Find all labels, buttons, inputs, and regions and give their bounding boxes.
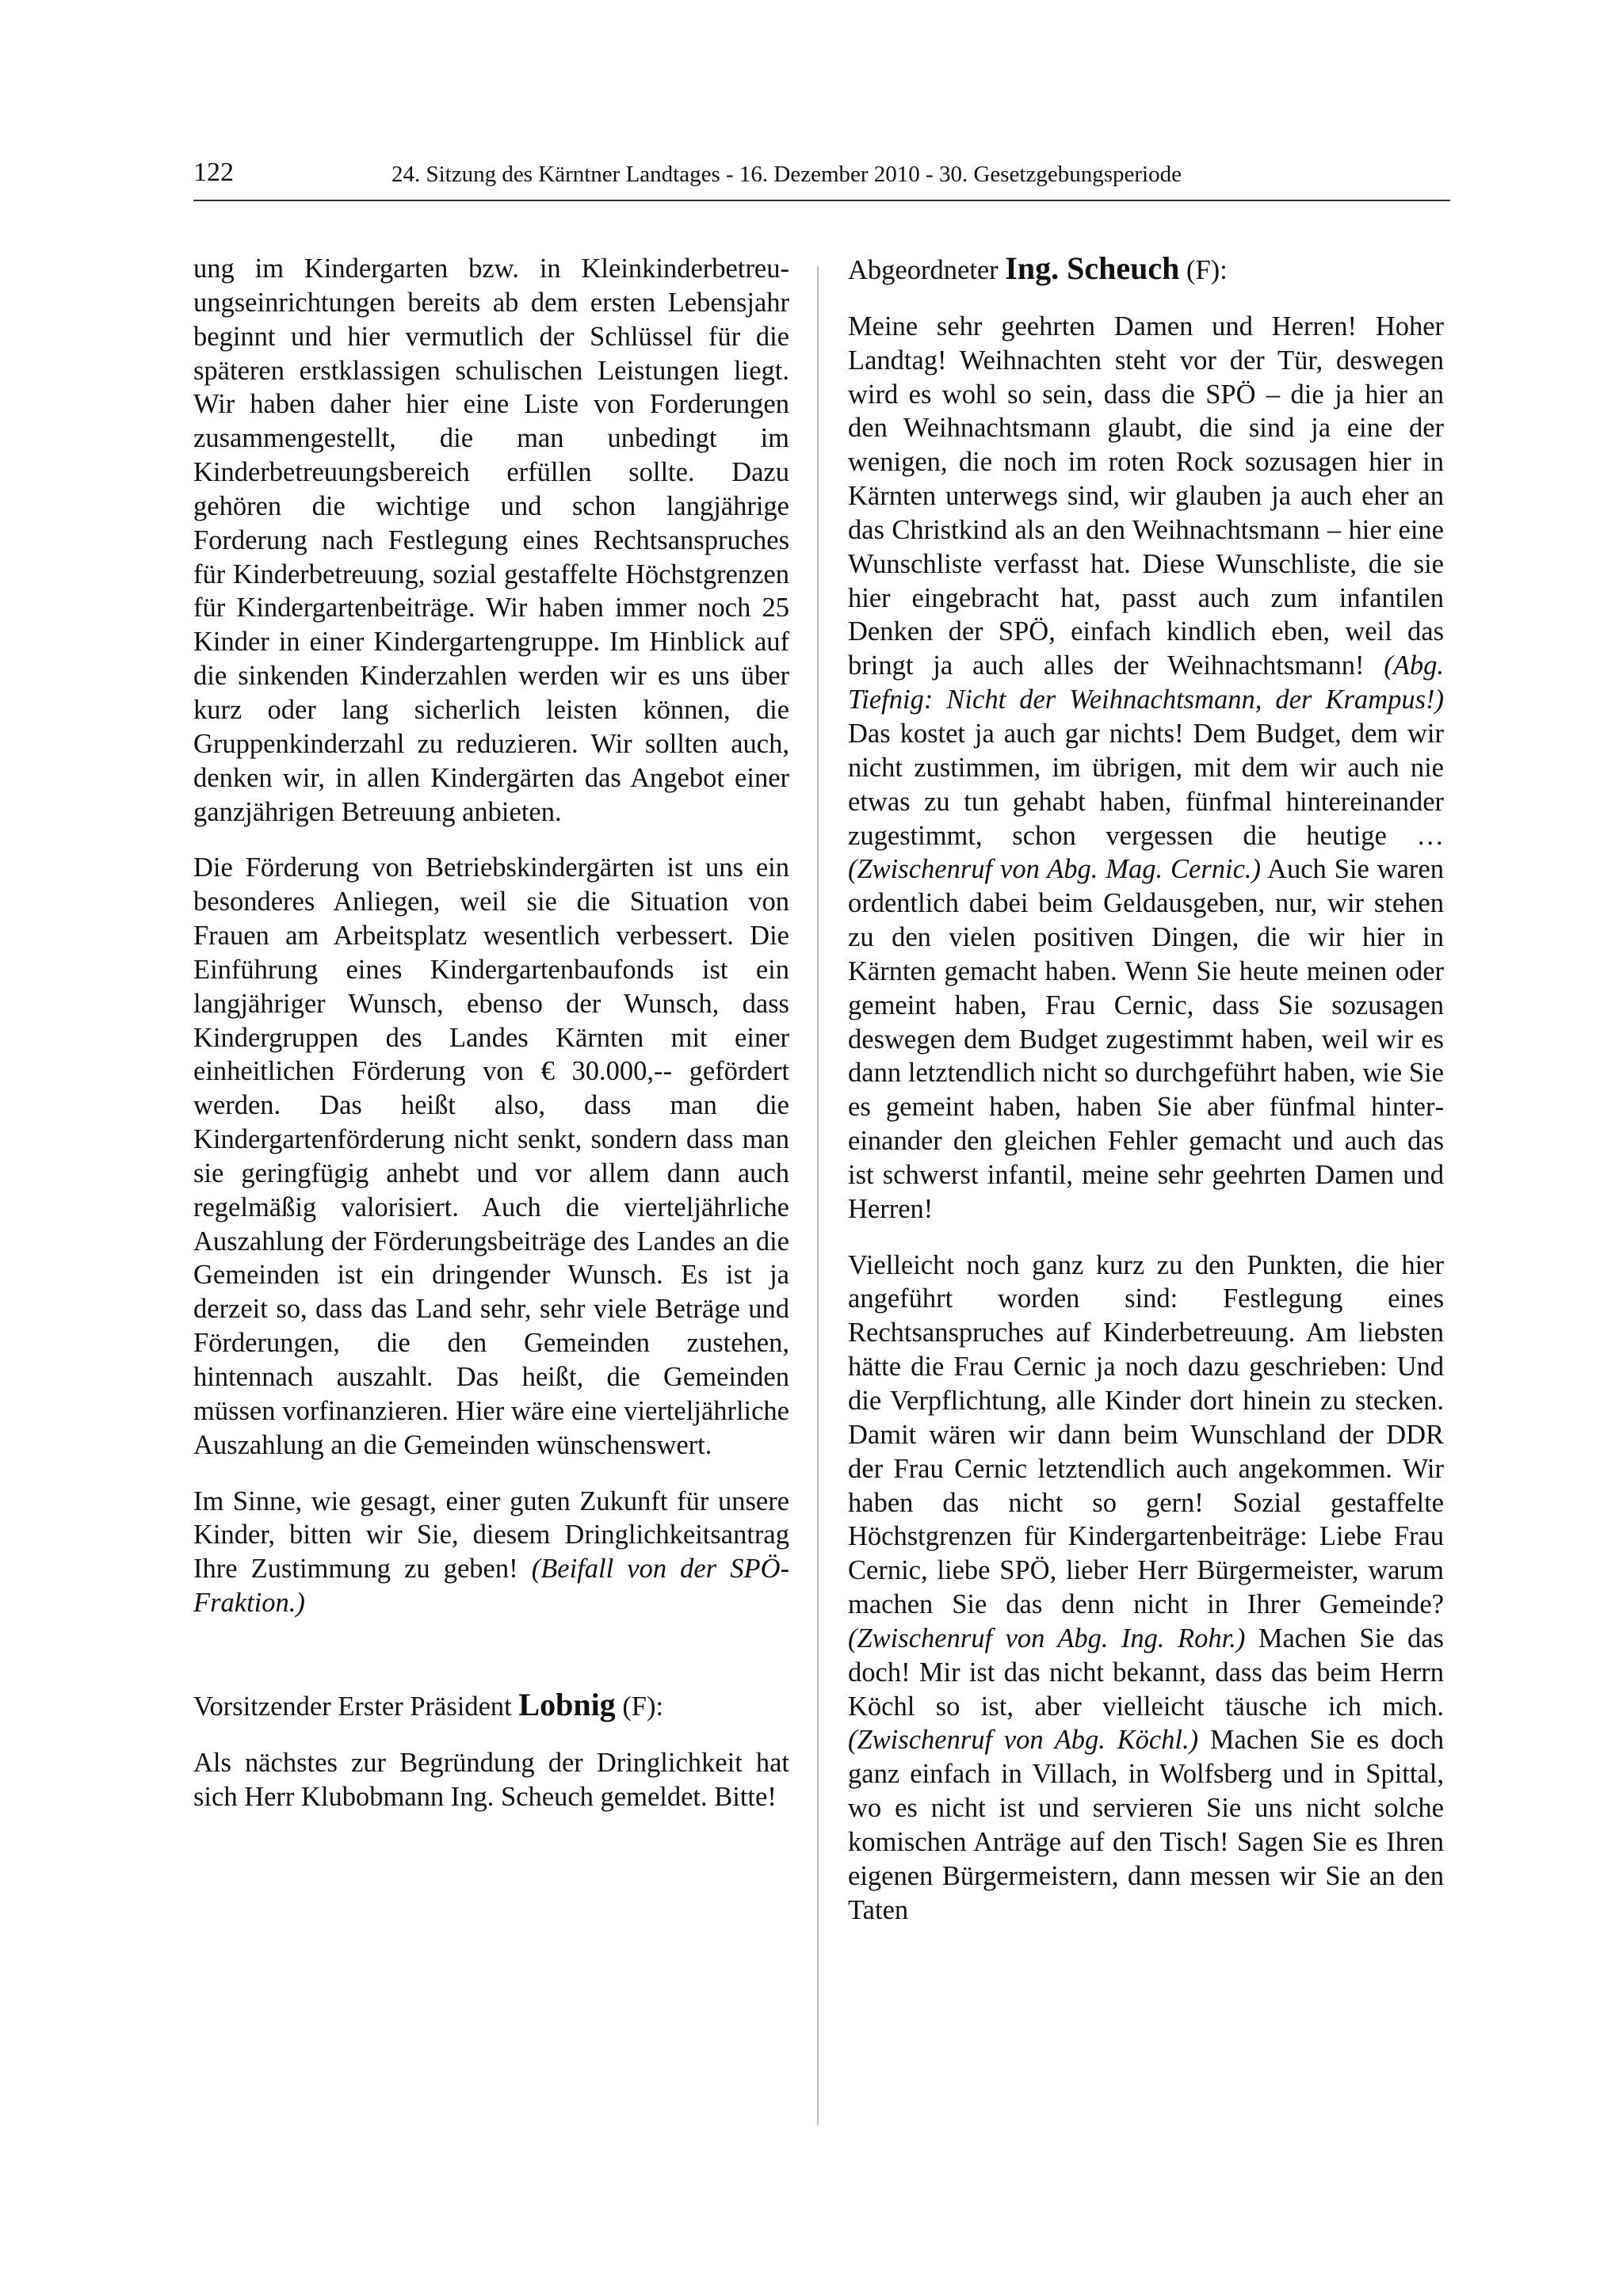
paragraph: Die Förderung von Betriebskindergärten ist uns ein besonderes Anliegen, weil sie die Situation von Frauen am Arbeitsplatz wesentlich verbessert. Die Einführung eines Kindergartenbaufonds ist ein langjähriger Wunsch, ebenso der Wunsch, dass Kindergruppen des Landes Kärnten mit einer einheitlichen Förderung von € 30.000,-- gefördert werden. Das heißt also, dass man die Kindergartenförderung nicht senkt, sondern dass man sie geringfügig anhebt und vor allem dann auch regelmäßig valorisiert. Auch die vierteljährliche Auszahlung der Förderungsbeiträge des Landes an die Gemeinden ist ein dringender Wunsch. Es ist ja derzeit so, dass das Land sehr, sehr viele Beträge und Förderungen, die den Gemeinden zustehen, hintennach auszahlt. Das heißt, die Gemeinden müssen vorfinanzieren. Hier wäre eine vierteljährliche Auszahlung an die Gemeinden wünschenswert.: [193, 852, 789, 1460]
section-gap: [193, 1642, 789, 1688]
speaker-name: Ing. Scheuch: [1005, 250, 1180, 286]
interjection: (Abg. Tiefnig: Nicht der Weihnachtsmann, der Krampus!): [848, 650, 1444, 715]
paragraph-text: Machen Sie das doch! Mir ist das nicht bekannt, dass das beim Herrn Köchl so ist, aber vielleicht täusche ich mich.: [848, 1623, 1444, 1722]
paragraph: [848, 310, 1444, 1226]
page-number: 122: [193, 158, 234, 187]
column-divider: [817, 266, 819, 2125]
paragraph-text: Machen Sie es doch ganz einfach in Villach, in Wolfsberg und in Spittal, wo es nicht ist und servieren Sie uns nicht solche komischen Anträge auf den Tisch! Sagen Sie es Ihren eigenen Bürgermeistern, dann messen wir Sie an den Taten: [848, 1725, 1444, 1925]
paragraph: [193, 1485, 789, 1620]
paragraph-text: Meine sehr geehrten Damen und Herren! Hoher Landtag! Weihnachten steht vor der Tür, deswegen wird es wohl so sein, dass die SPÖ – die ja hier an den Weihnachtsmann glaubt, die sind ja eine der wenigen, die noch im roten Rock sozusagen hier in Kärnten unterwegs sind, wir glauben ja auch eher an das Christkind als an den Weihnachtsmann – hier eine Wunschliste verfasst hat. Diese Wunschliste, die sie hier eingebracht hat, passt auch zum infantilen Denken der SPÖ, einfach kindlich eben, weil das bringt ja auch alles der Weihnachtsmann!: [848, 311, 1444, 681]
interjection: (Zwischenruf von Abg. Ing. Rohr.): [848, 1623, 1246, 1653]
right-column: [848, 252, 1444, 1950]
speaker-name: Lobnig: [518, 1686, 616, 1722]
page-header: [193, 155, 1450, 201]
speaker-role: Vorsitzender Erster Präsident: [193, 1691, 519, 1722]
paragraph: Als nächstes zur Begründung der Dringlichkeit hat sich Herr Klubobmann Ing. Scheuch gemeldet. Bitte!: [193, 1747, 789, 1812]
speaker-heading: [848, 252, 1444, 288]
paragraph-text: Im Sinne, wie gesagt, einer guten Zukunft für unsere Kinder, bitten wir Sie, diesem Dringlichkeitsantrag Ihre Zustimmung zu geben!: [193, 1486, 789, 1585]
speaker-role: Abgeordneter: [848, 255, 1006, 285]
speaker-heading: [193, 1688, 789, 1724]
speaker-party: (F):: [1179, 255, 1228, 285]
speaker-party: (F):: [615, 1691, 664, 1722]
paragraph-text: Vielleicht noch ganz kurz zu den Punkten, die hier angeführt worden sind: Festlegung eines Rechtsanspruches auf Kinderbetreuung. Am liebsten hätte die Frau Cernic ja noch dazu geschrieben: Und die Verpflichtung, alle Kinder dort hinein zu stecken. Damit wären wir dann beim Wunschland der DDR der Frau Cernic letztendlich auch angekommen. Wir haben das nicht so gern! Sozial gestaffelte Höchstgrenzen für Kindergartenbeiträge: Liebe Frau Cernic, liebe SPÖ, lieber Herr Bürgermeister, warum machen Sie das denn nicht in Ihrer Gemeinde?: [848, 1249, 1444, 1620]
paragraph-text: Auch Sie waren ordentlich dabei beim Geldausgeben, nur, wir stehen zu den vielen positiven Dingen, die wir hier in Kärnten gemacht haben. Wenn Sie heute meinen oder gemeint haben, Frau Cernic, dass Sie sozusagen deswegen dem Budget zugestimmt haben, weil wir es dann letztendlich nicht so durchgeführt haben, wie Sie es gemeint haben, haben Sie aber fünfmal hintereinander den gleichen Fehler gemacht und auch das ist schwerst infantil, meine sehr geehrten Damen und Herren!: [848, 854, 1444, 1224]
header-title: 24. Sitzung des Kärntner Landtages - 16. Dezember 2010 - 30. Gesetzgebungsperiode: [391, 162, 1182, 187]
interjection: (Zwischenruf von Abg. Mag. Cernic.): [848, 854, 1262, 885]
left-column: [193, 252, 789, 1836]
interjection: (Zwischenruf von Abg. Köchl.): [848, 1725, 1199, 1756]
paragraph: [848, 1249, 1444, 1928]
paragraph: ung im Kindergarten bzw. in Kleinkinderbetreuungseinrichtungen bereits ab dem ersten Lebensjahr beginnt und hier vermutlich der Schlüssel für die späteren erstklassigen schulischen Leistungen liegt. Wir haben daher hier eine Liste von Forderungen zusammengestellt, die man unbedingt im Kinderbetreuungsbereich erfüllen sollte. Dazu gehören die wichtige und schon langjährige Forderung nach Festlegung eines Rechtsanspruches für Kinderbetreuung, sozial gestaffelte Höchstgrenzen für Kindergartenbeiträge. Wir haben immer noch 25 Kinder in einer Kindergartengruppe. Im Hinblick auf die sinkenden Kinderzahlen werden wir es uns über kurz oder lang sicherlich leisten können, die Gruppenkinderzahl zu reduzieren. Wir sollten auch, denken wir, in allen Kindergärten das Angebot einer ganzjährigen Betreuung anbieten.: [193, 254, 789, 827]
paragraph-text: Das kostet ja auch gar nichts! Dem Budget, dem wir nicht zustimmen, im übrigen, mit dem wir auch nie etwas zu tun gehabt haben, fünfmal hintereinander zugestimmt, schon vergessen die heutige …: [848, 718, 1444, 851]
interjection: (Beifall von der SPÖ-Fraktion.): [193, 1554, 789, 1619]
